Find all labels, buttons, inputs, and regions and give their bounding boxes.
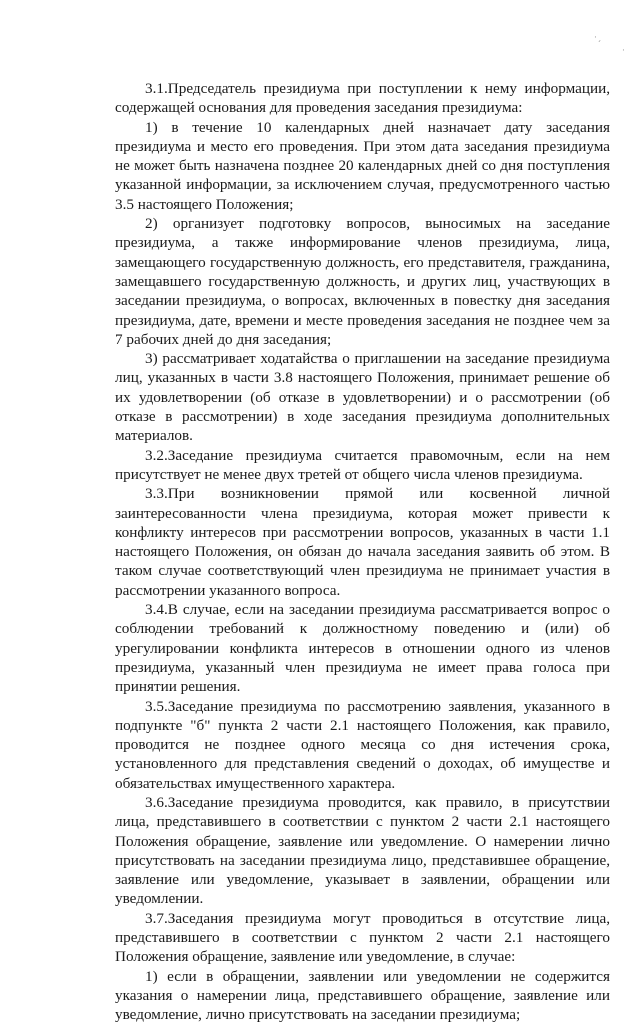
paragraph-3-7: 3.7.Заседания президиума могут проводиться в отсутствие лица, представившего в соответствии с пунктом 2 части 2.1 настоящего Положения обращение, заявление или уведомление, в случае: <box>115 909 610 966</box>
paragraph-3-7-item-1: 1) если в обращении, заявлении или уведомлении не содержится указания о намерении лица, представившего обращение, заявление или уведомление, лично присутствовать на заседании президиума; <box>115 967 610 1024</box>
scan-artifact-mark: · <box>622 46 625 56</box>
paragraph-3-1-item-3: 3) рассматривает ходатайства о приглашении на заседание президиума лиц, указанных в части 3.8 настоящего Положения, принимает решение об их удовлетворении (об отказе в удовлетворении) и о рассмотрении (об отказе в рассмотрении) в ходе заседания президиума дополнительных материалов. <box>115 350 610 445</box>
scan-artifact-mark: ·ˏ <box>594 33 602 43</box>
paragraph-3-1: 3.1.Председатель президиума при поступлении к нему информации, содержащей основания для проведения заседания президиума: <box>115 80 610 117</box>
paragraph-3-1-item-2: 2) организует подготовку вопросов, выносимых на заседание президиума, а также информирование членов президиума, лица, замещающего государственную должность, его представителя, гражданина, замещавшего государственную должность, и других лиц, участвующих в заседании президиума, о вопросах, включенных в повестку дня заседания президиума, дате, времени и месте проведения заседания не позднее чем за 7 рабочих дней до дня заседания; <box>115 215 610 348</box>
paragraph-3-5: 3.5.Заседание президиума по рассмотрению заявления, указанного в подпункте "б" пункта 2 части 2.1 настоящего Положения, как правило, проводится не позднее одного месяца со дня истечения срока, установленного для представления сведений о доходах, об имуществе и обязательствах имущественного характера. <box>115 697 610 792</box>
paragraph-3-1-item-1: 1) в течение 10 календарных дней назначает дату заседания президиума и место его проведения. При этом дата заседания президиума не может быть назначена позднее 20 календарных дней со дня поступления указанной информации, за исключением случая, предусмотренного частью 3.5 настоящего Положения; <box>115 118 610 213</box>
paragraph-3-6: 3.6.Заседание президиума проводится, как правило, в присутствии лица, представившего в соответствии с пунктом 2 части 2.1 настоящего Положения обращение, заявление или уведомление. О намерении лично присутствовать на заседании президиума лицо, представившее обращение, заявление или уведомление, указывает в заявлении, обращении или уведомлении. <box>115 793 610 908</box>
paragraph-3-3: 3.3.При возникновении прямой или косвенной личной заинтересованности члена президиума, которая может привести к конфликту интересов при рассмотрении вопросов, указанных в части 1.1 настоящего Положения, он обязан до начала заседания заявить об этом. В таком случае соответствующий член президиума не принимает участия в рассмотрении указанного вопроса. <box>115 485 610 599</box>
paragraph-3-2: 3.2.Заседание президиума считается правомочным, если на нем присутствует не менее двух третей от общего числа членов президиума. <box>115 446 610 483</box>
paragraph-3-4: 3.4.В случае, если на заседании президиума рассматривается вопрос о соблюдении требований к должностному поведению и (или) об урегулировании конфликта интересов в отношении одного из членов президиума, указанный член президиума не имеет права голоса при принятии решения. <box>115 601 610 696</box>
document-body <box>115 79 610 1025</box>
